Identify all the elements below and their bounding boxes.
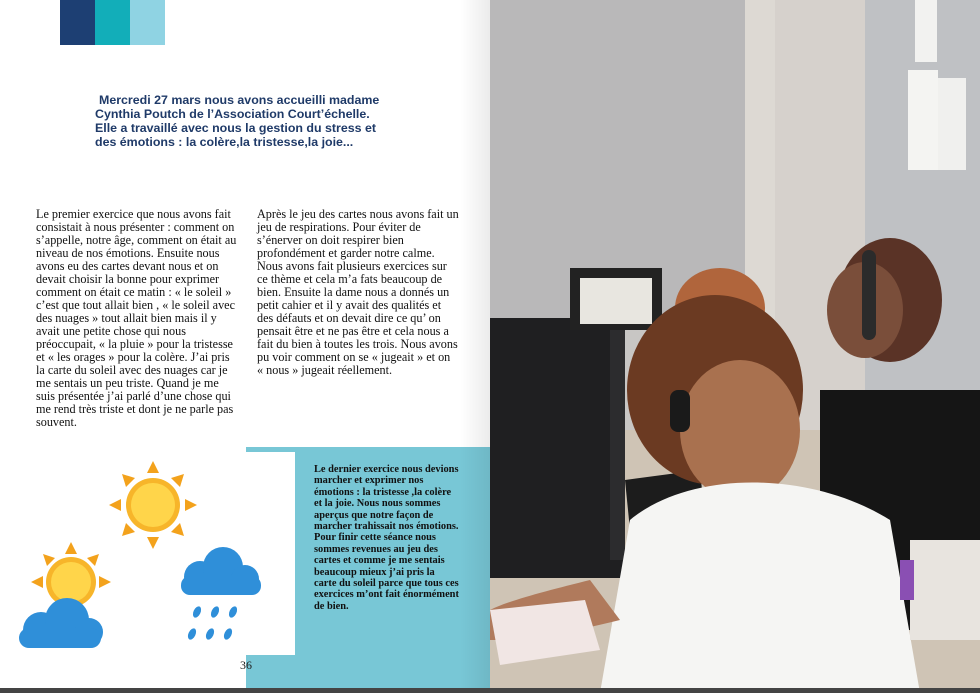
viewer-bottom-strip — [0, 688, 980, 693]
text-column-2: Après le jeu des cartes nous avons fait un jeu de respirations. Pour éviter de s’énerver on doit respirer bien profondément et garder notre calme. Nous avons fait plusieurs exercices sur ce thème et cela m’a fats beaucoup de bien. Ensuite la dame nous a donnés un petit cahier et il y avait des qualités et des défauts et on devait dire ce qu’ on pensait être et ne pas être et cela nous a fait du bien à toutes les trois. Nous avons pu voir comment on se « jugeait » et on « nous » jugeait réellement. — [257, 207, 459, 377]
color-bar-teal — [95, 0, 130, 45]
headline-line-4: des émotions : la colère,la tristesse,la joie... — [95, 135, 354, 149]
teal-box-text: Le dernier exercice nous devions marcher et exprimer nos émotions : la tristesse ,la colère et la joie. Nous nous sommes aperçus que notre façon de marcher trahissait nos émotions. Pour finir cette séance nous sommes revenues au jeu des cartes et comme je me sentais beaucoup mieux j’ai pris la carte du soleil parce que tous ces exercices m’ont fait énormément de bien. — [314, 464, 459, 612]
article-headline — [95, 93, 425, 149]
headline-line-1: Mercredi 27 mars nous avons accueilli madame — [99, 93, 380, 107]
headline-line-3: Elle a travaillé avec nous la gestion du stress et — [95, 121, 376, 135]
classroom-photo — [490, 0, 980, 693]
weather-illustration — [5, 452, 295, 655]
sun-cloud-icon — [19, 542, 111, 648]
headline-line-2: Cynthia Poutch de l’Association Court’échelle. — [95, 107, 370, 121]
page-number: 36 — [240, 658, 252, 672]
sun-icon — [109, 461, 197, 549]
color-bar-dark — [60, 0, 95, 45]
color-bar-light — [130, 0, 165, 45]
rain-cloud-icon — [181, 547, 261, 641]
text-column-1: Le premier exercice que nous avons fait consistait à nous présenter : comment on s’appelle, notre âge, comment on était au niveau de nos émotions. Ensuite nous avons eu des cartes devant nous et on devait choisir la bonne pour exprimer comment on était ce matin : « le soleil » c’est que tout allait bien , « le soleil avec des nuages » tout allait bien mais il y avait une petite chose qui nous préoccupait, « la pluie » pour la tristesse et « les orages » pour la colère. J’ai pris la carte du soleil avec des nuages car je me sentais un peu triste. Quand je me suis présentée j’ai parlé d’une chose qui me rend très triste et dont je ne parle pas souvent. — [36, 207, 237, 429]
